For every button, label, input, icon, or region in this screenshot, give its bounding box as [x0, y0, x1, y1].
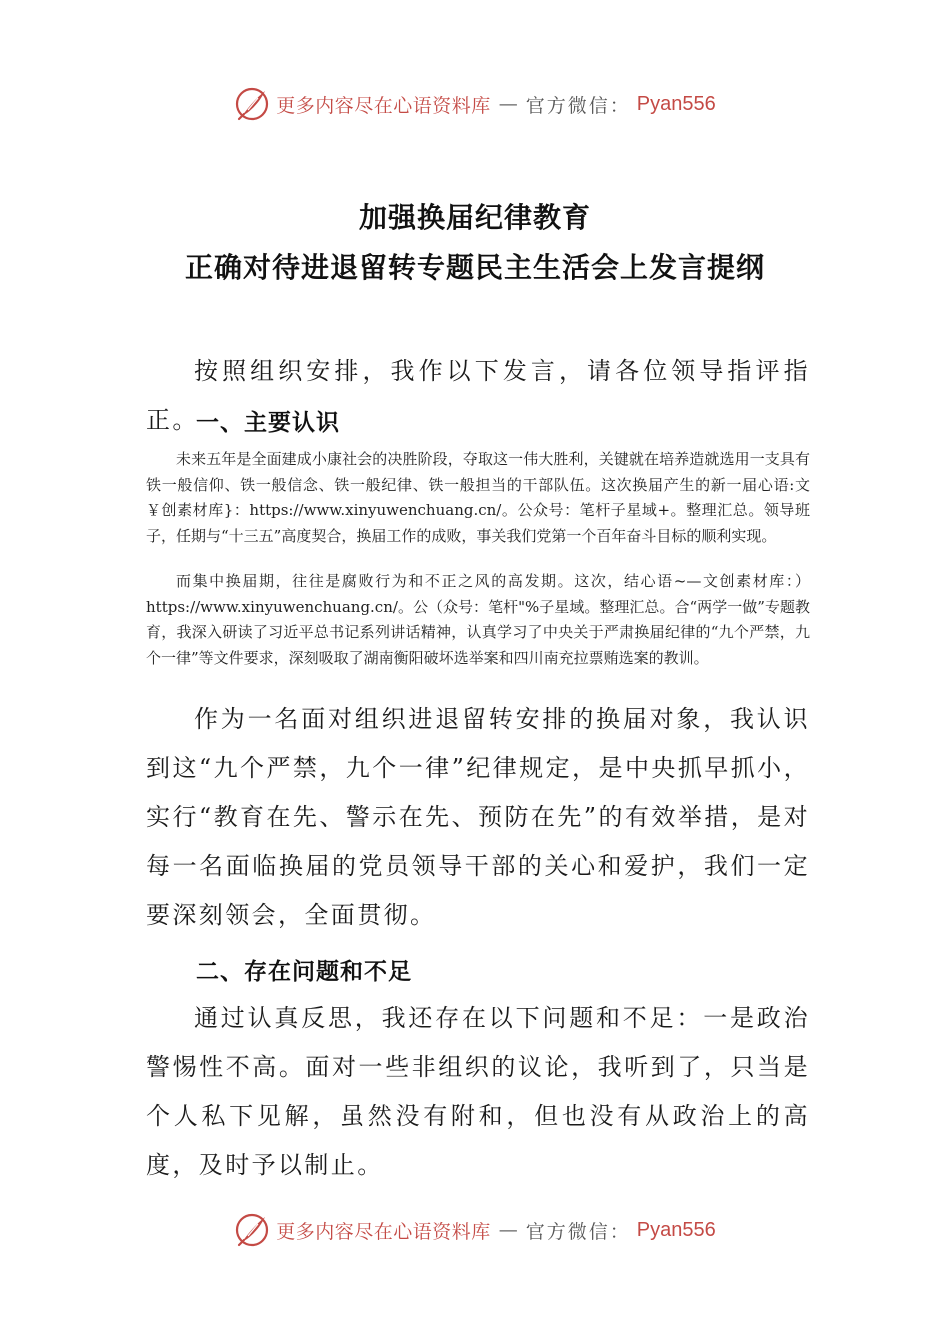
section1-paragraph-3: 作为一名面对组织进退留转安排的换届对象，我认识到这“九个严禁，九个一律”纪律规定，是中央抓早抓小，实行“教育在先、警示在先、预防在先”的有效举措，是对每一名面临换届的党员领导干部的关心和爱护，我们一定要深刻领会，全面贯彻。 [146, 705, 810, 929]
section1-heading: 一、主要认识 [196, 410, 340, 436]
watermark-text: 更多内容尽在心语资料库 [276, 1220, 491, 1243]
wechat-label: 官方微信： [525, 94, 631, 117]
quill-pen-icon [234, 1212, 270, 1248]
document-title-line2: 正确对待进退留转专题民主生活会上发言提纲 [184, 251, 765, 284]
section1-paragraph-1: 未来五年是全面建成小康社会的决胜阶段，夺取这一伟大胜利，关键就在培养造就选用一支具有铁一般信仰、铁一般信念、铁一般纪律、铁一般担当的干部队伍。这次换届产生的新一届心语:文￥创素材库}：https://www.xinyuwenchuang.cn/。公众号：笔杆子星域+。整理汇总。领导班子，任期与“十三五”高度契合，换届工作的成败，事关我们党第一个百年奋斗目标的顺利实现。 [146, 450, 810, 545]
section2-paragraph-1: 通过认真反思，我还存在以下问题和不足：一是政治警惕性不高。面对一些非组织的议论，我听到了，只当是个人私下见解，虽然没有附和，但也没有从政治上的高度，及时予以制止。 [146, 1004, 810, 1179]
document-title-line1: 加强换届纪律教育 [358, 201, 591, 234]
watermark-banner-bottom [0, 1210, 950, 1250]
watermark-dash: — [498, 93, 518, 115]
wechat-id: Pyan556 [636, 1218, 716, 1241]
watermark-banner-top [0, 84, 950, 124]
wechat-id: Pyan556 [636, 92, 716, 115]
wechat-label: 官方微信： [525, 1220, 631, 1243]
quill-pen-icon [234, 86, 270, 122]
section1-paragraph-2: 而集中换届期，往往是腐败行为和不正之风的高发期。这次，结心语~—文创素材库：）https://www.xinyuwenchuang.cn/。公（众号：笔杆"%子星域。整理汇总。合“两学一做”专题教育，我深入研读了习近平总书记系列讲话精神，认真学习了中央关于严肃换届纪律的“九个严禁，九个一律”等文件要求，深刻吸取了湖南衡阳破坏选举案和四川南充拉票贿选案的教训。 [146, 572, 810, 667]
section2-heading: 二、存在问题和不足 [196, 959, 412, 985]
intro-paragraph: 按照组织安排，我作以下发言，请各位领导指评指正。 [146, 357, 810, 434]
watermark-dash: — [498, 1219, 518, 1241]
watermark-text: 更多内容尽在心语资料库 [276, 94, 491, 117]
